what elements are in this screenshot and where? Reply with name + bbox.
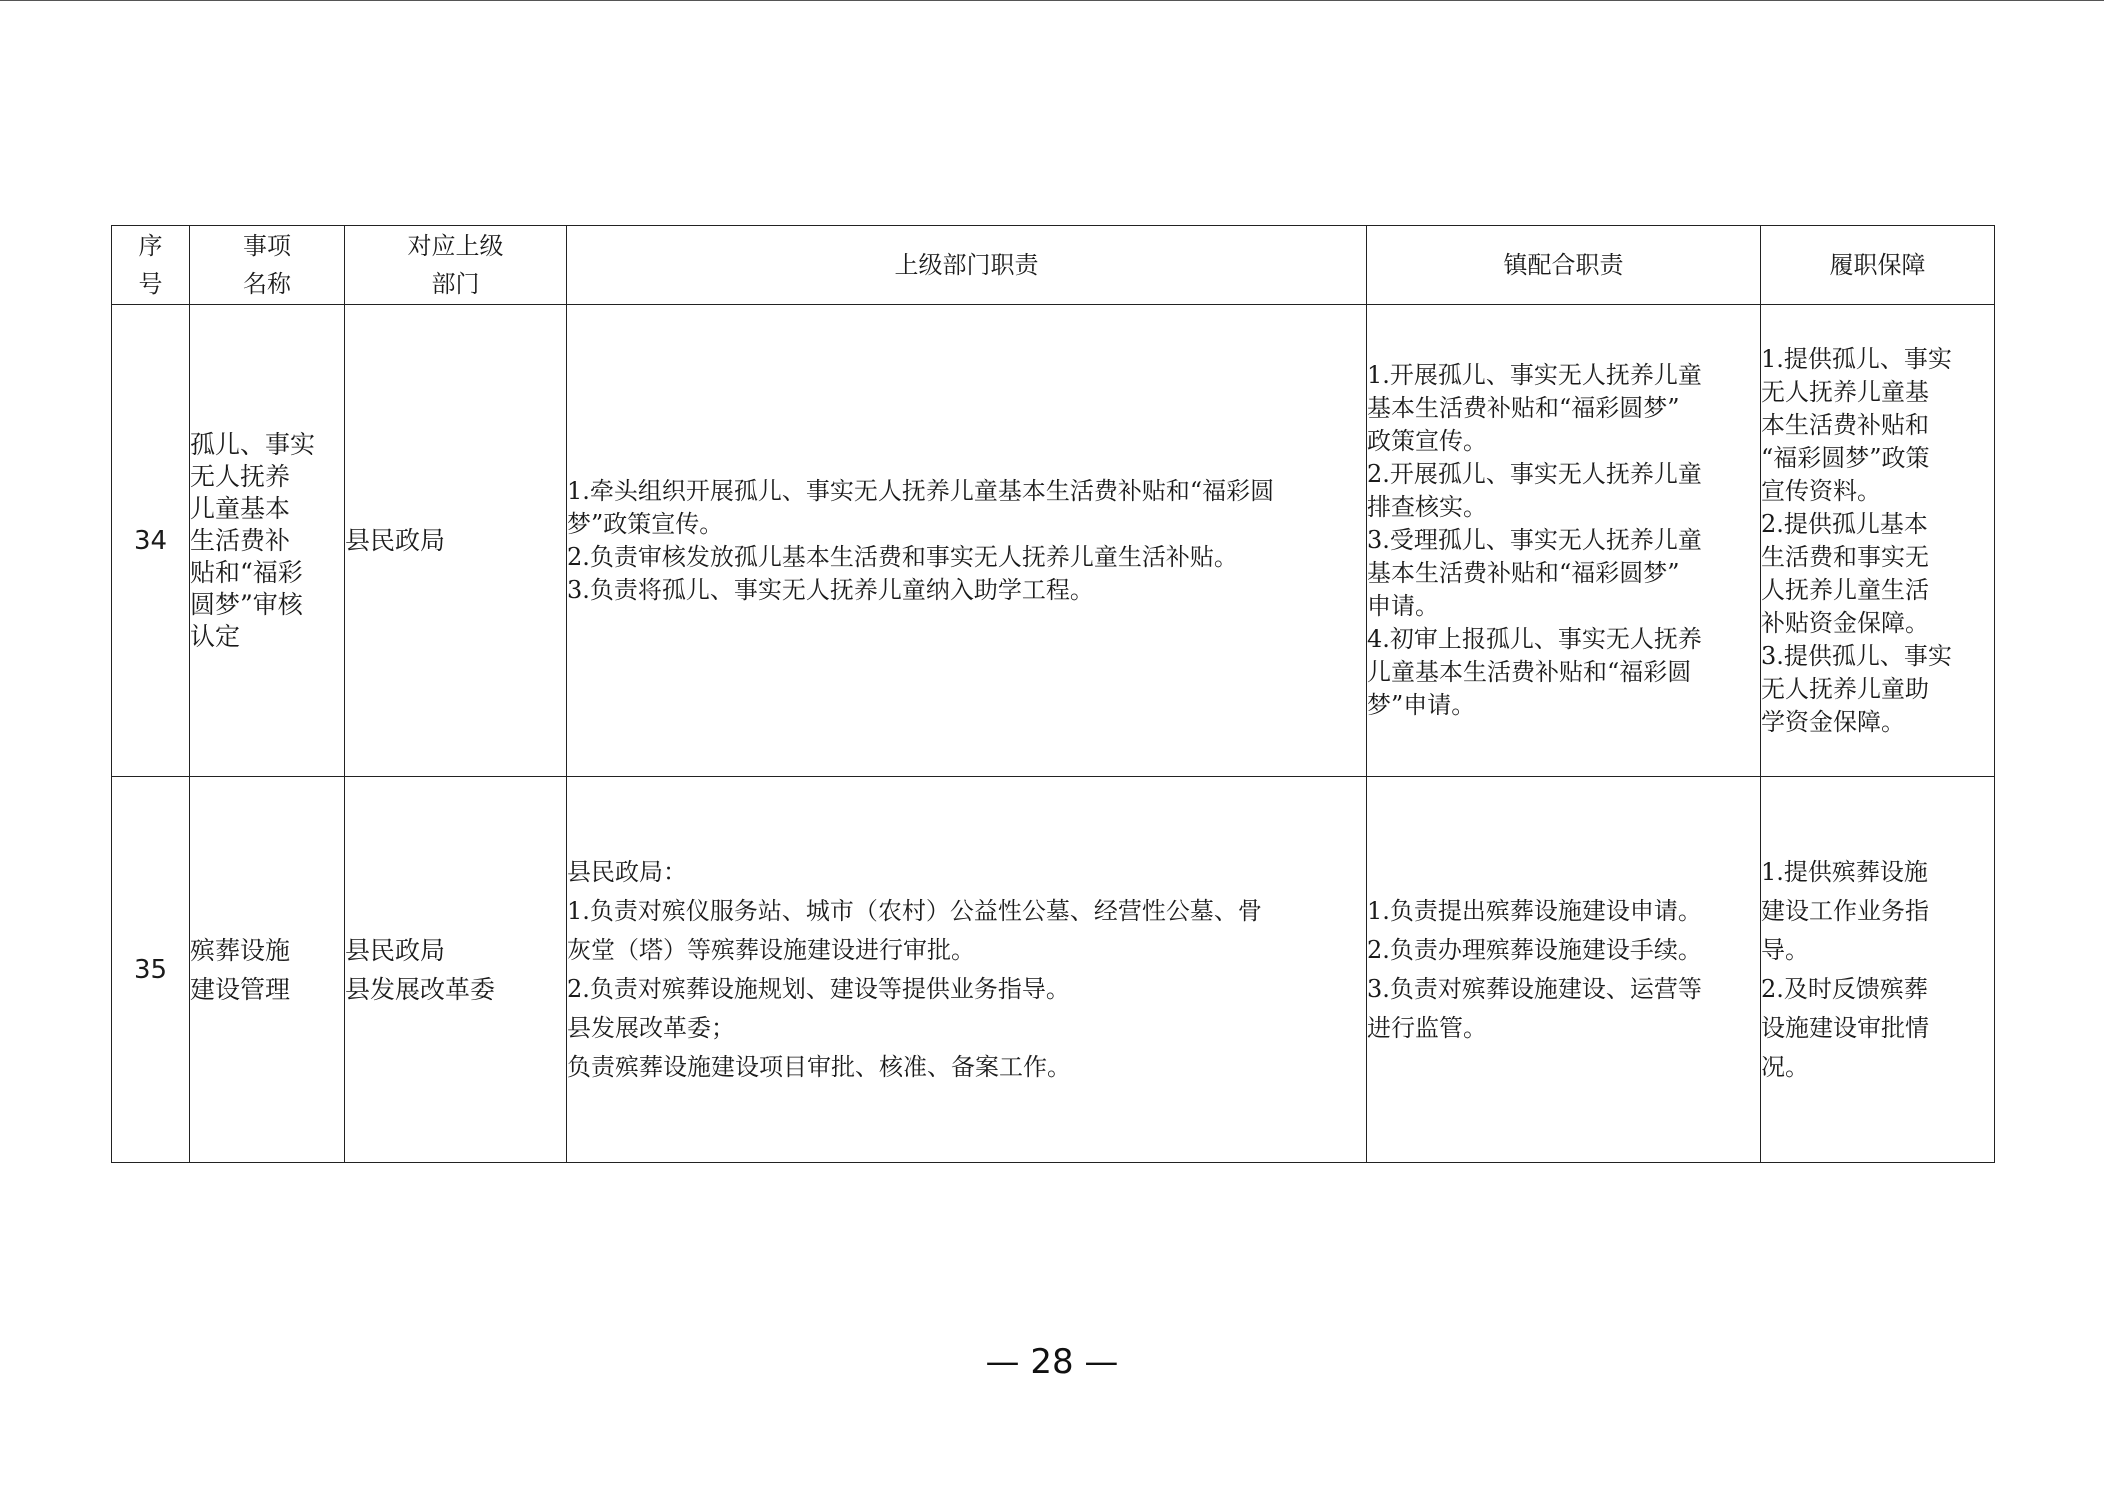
page-number: — 28 — — [985, 1342, 1119, 1382]
row-item-name: 殡葬设施 建设管理 — [190, 777, 345, 1163]
page-top-border — [0, 0, 2104, 1]
row-guarantee: 1.提供殡葬设施 建设工作业务指 导。 2.及时反馈殡葬 设施建设审批情 况。 — [1761, 777, 1995, 1163]
header-item-name: 事项 名称 — [190, 226, 345, 305]
duty-table — [111, 225, 1995, 1163]
header-upper-dept: 对应上级 部门 — [345, 226, 567, 305]
row-seq: 35 — [112, 777, 190, 1163]
table-header-row — [112, 226, 1995, 305]
header-upper-duty: 上级部门职责 — [567, 226, 1367, 305]
row-upper-duty: 1.牵头组织开展孤儿、事实无人抚养儿童基本生活费补贴和“福彩圆 梦”政策宣传。 2.负责审核发放孤儿基本生活费和事实无人抚养儿童生活补贴。 3.负责将孤儿、事实无人抚养儿童纳入助学工程。 — [567, 305, 1367, 777]
row-upper-duty: 县民政局： 1.负责对殡仪服务站、城市（农村）公益性公墓、经营性公墓、骨 灰堂（塔）等殡葬设施建设进行审批。 2.负责对殡葬设施规划、建设等提供业务指导。 县发展改革委； 负责殡葬设施建设项目审批、核准、备案工作。 — [567, 777, 1367, 1163]
row-town-coop: 1.开展孤儿、事实无人抚养儿童 基本生活费补贴和“福彩圆梦” 政策宣传。 2.开展孤儿、事实无人抚养儿童 排查核实。 3.受理孤儿、事实无人抚养儿童 基本生活费补贴和“福彩圆梦” 申请。 4.初审上报孤儿、事实无人抚养 儿童基本生活费补贴和“福彩圆 梦”申请。 — [1367, 305, 1761, 777]
row-upper-dept: 县民政局 — [345, 305, 567, 777]
header-town-coop: 镇配合职责 — [1367, 226, 1761, 305]
table-row — [112, 777, 1995, 1163]
row-seq: 34 — [112, 305, 190, 777]
table-row — [112, 305, 1995, 777]
row-item-name: 孤儿、事实 无人抚养 儿童基本 生活费补 贴和“福彩 圆梦”审核 认定 — [190, 305, 345, 777]
row-guarantee: 1.提供孤儿、事实 无人抚养儿童基 本生活费补贴和 “福彩圆梦”政策 宣传资料。 2.提供孤儿基本 生活费和事实无 人抚养儿童生活 补贴资金保障。 3.提供孤儿、事实 无人抚养儿童助 学资金保障。 — [1761, 305, 1995, 777]
header-seq: 序 号 — [112, 226, 190, 305]
row-town-coop: 1.负责提出殡葬设施建设申请。 2.负责办理殡葬设施建设手续。 3.负责对殡葬设施建设、运营等 进行监管。 — [1367, 777, 1761, 1163]
row-upper-dept: 县民政局 县发展改革委 — [345, 777, 567, 1163]
header-guarantee: 履职保障 — [1761, 226, 1995, 305]
